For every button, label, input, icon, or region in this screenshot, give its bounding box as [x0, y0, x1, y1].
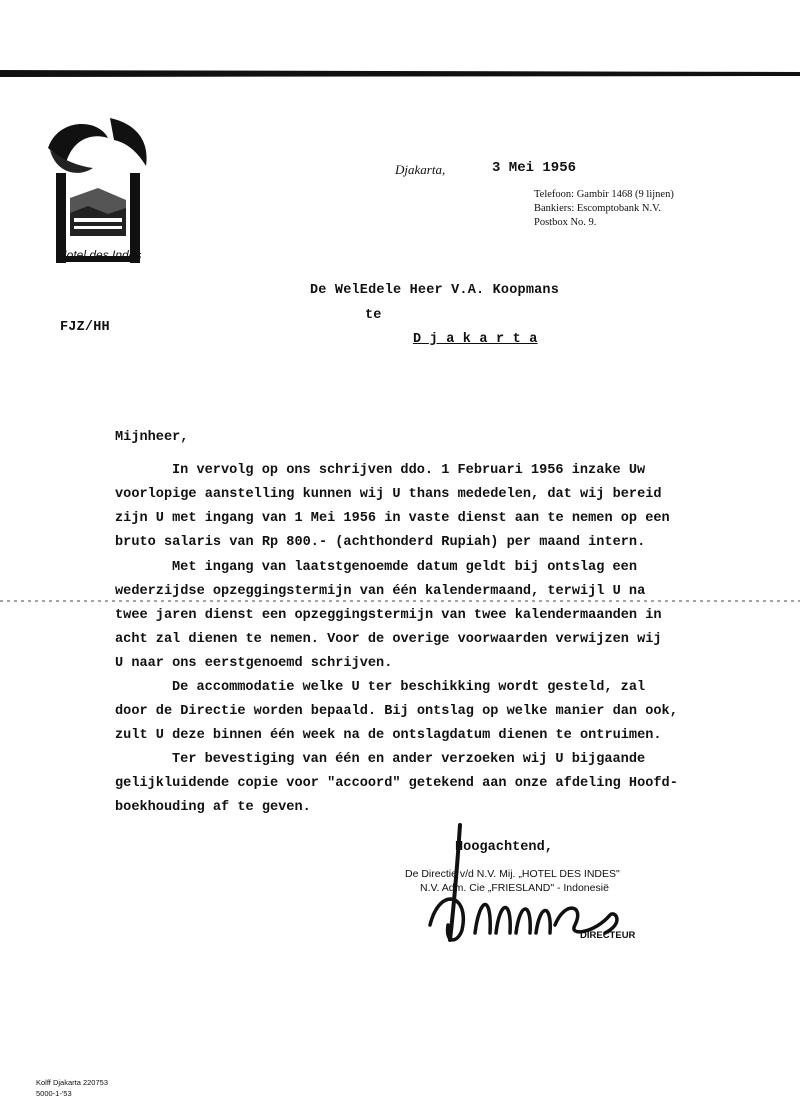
body-line: twee jaren dienst een opzeggingstermijn van twee kalendermaanden in [115, 608, 662, 623]
body-line: bruto salaris van Rp 800.- (achthonderd Rupiah) per maand intern. [115, 535, 646, 550]
body-line: Ter bevestiging van één en ander verzoeken wij U bijgaande [172, 752, 646, 767]
salutation: Mijnheer, [115, 430, 189, 445]
letter-place: Djakarta, [395, 162, 446, 177]
signature-admin-line: N.V. Adm. Cie „FRIESLAND" - Indonesië [420, 882, 609, 894]
top-border-rule [0, 68, 800, 78]
body-line: zult U deze binnen één week na de ontslagdatum dienen te ontruimen. [115, 728, 662, 743]
body-line: gelijkluidende copie voor "accoord" getekend aan onze afdeling Hoofd- [115, 776, 678, 791]
addressee-city: D j a k a r t a [413, 332, 538, 347]
printer-note-line1: Kolff Djakarta 220753 [36, 1078, 108, 1087]
hotel-logo-icon [38, 118, 168, 268]
closing: Hoogachtend, [455, 840, 553, 855]
logo-wordmark: Hotel des Indes [58, 248, 142, 262]
addressee-name: De WelEdele Heer V.A. Koopmans [310, 283, 560, 298]
body-line: acht zal dienen te nemen. Voor de overige voorwaarden verwijzen wij [115, 632, 662, 647]
contact-bankers: Bankiers: Escomptobank N.V. [534, 203, 661, 214]
scan-fold-line [0, 598, 800, 604]
contact-telephone: Telefoon: Gambir 1468 (9 lijnen) [534, 189, 674, 200]
body-line: Met ingang van laatstgenoemde datum geldt bij ontslag een [172, 560, 637, 575]
letter-date: 3 Mei 1956 [492, 160, 577, 176]
body-line: wederzijdse opzeggingstermijn van één kalendermaand, terwijl U na [115, 584, 646, 599]
body-line: boekhouding af te geven. [115, 800, 311, 815]
signature-company-line: De Directie v/d N.V. Mij. „HOTEL DES INDES" [405, 868, 620, 880]
addressee-te: te [365, 308, 382, 323]
body-line: In vervolg op ons schrijven ddo. 1 Februari 1956 inzake Uw [172, 463, 646, 478]
signature-title: DIRECTEUR [580, 930, 636, 941]
body-line: De accommodatie welke U ter beschikking wordt gesteld, zal [172, 680, 646, 695]
body-line: zijn U met ingang van 1 Mei 1956 in vaste dienst aan te nemen op een [115, 511, 670, 526]
contact-postbox: Postbox No. 9. [534, 217, 597, 228]
body-line: voorlopige aanstelling kunnen wij U thans mededelen, dat wij bereid [115, 487, 662, 502]
body-line: U naar ons eerstgenoemd schrijven. [115, 656, 393, 671]
printer-note-line2: 5000-1-'53 [36, 1089, 72, 1098]
body-line: door de Directie worden bepaald. Bij ontslag op welke manier dan ook, [115, 704, 678, 719]
reference-code: FJZ/HH [60, 320, 110, 335]
